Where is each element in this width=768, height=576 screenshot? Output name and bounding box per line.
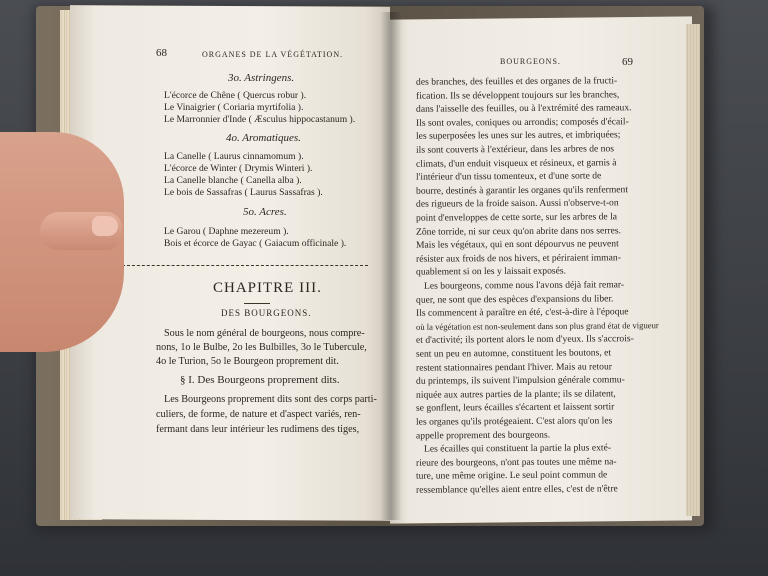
book-gutter <box>380 12 402 520</box>
right-text-line: et d'activité; ils portent alors le nom d'yeux. Ils s'accrois- <box>415 333 634 347</box>
right-text-line: du printemps, ils suivent l'impulsion générale commu- <box>415 374 625 387</box>
right-text-line: ressemblance qu'elles aient entre elles, c'est de n'être <box>415 483 618 496</box>
aromatiques-item: Le bois de Sassafras ( Laurus Sassafras ). <box>164 187 323 198</box>
right-page-number: 69 <box>622 56 633 68</box>
right-text-line: quer, ne sont que des espèces d'expansions du liber. <box>415 292 614 306</box>
left-running-head: ORGANES DE LA VÉGÉTATION. <box>202 50 344 59</box>
right-running-head: BOURGEONS. <box>500 57 561 66</box>
chapter-separator <box>122 265 368 266</box>
thumbnail <box>92 216 118 236</box>
chapter-title: CHAPITRE III. <box>213 280 322 296</box>
right-text-line: Mais les végétaux, qui en sont dépourvus ne peuvent <box>415 238 619 251</box>
aromatiques-item: La Canelle ( Laurus cinnamomum ). <box>164 151 304 162</box>
right-text-line: l'intérieur d'un tissu tomenteux, et d'une sorte de <box>415 170 602 183</box>
right-text-line: où la végétation est non-seulement dans son plus grand état de vigueur <box>415 319 659 332</box>
right-text-line: bourre, destinés à garantir les organes qu'ils renferment <box>415 184 629 197</box>
left-page-number: 68 <box>156 47 167 59</box>
right-text-line: dans l'aisselle des feuilles, ou à l'extrémité des rameaux. <box>415 102 632 115</box>
right-text-line: rieure des bourgeons, n'ont pas toutes une même na- <box>415 456 617 469</box>
intro-line: 4o le Turion, 5o le Bourgeon proprement dit. <box>156 356 339 367</box>
section-acres: 5o. Acres. <box>243 206 287 218</box>
right-text-line: ils sont couverts à l'extérieur, dans les arbres de nos <box>415 143 615 156</box>
section-heading: § I. Des Bourgeons proprement dits. <box>180 374 340 386</box>
intro-line: nons, 1o le Bulbe, 2o les Bulbilles, 3o le Tubercule, <box>156 342 367 353</box>
acres-item: Le Garou ( Daphne mezereum ). <box>164 226 289 237</box>
chapter-title-rule <box>244 303 270 304</box>
right-text-line: Ils sont ovales, coniques ou arrondis; composés d'écail- <box>415 116 629 129</box>
right-text-line: Les écailles qui constituent la partie la plus exté- <box>423 442 612 455</box>
right-text-line: Ils commencent à paraître en été, c'est-à-dire à l'époque <box>415 306 629 319</box>
right-text-line: se gonflent, leurs écailles s'écartent et laissent sortir <box>415 401 615 415</box>
section-aromatiques: 4o. Aromatiques. <box>226 132 301 144</box>
body-line: culiers, de forme, de nature et d'aspect variés, ren- <box>156 409 361 420</box>
right-text-line: restent stationnaires pendant l'hiver. Mais au retour <box>415 360 612 374</box>
right-text-line: climats, d'un enduit visqueux et résineux, et garnis à <box>415 156 617 170</box>
acres-item: Bois et écorce de Gayac ( Gaiacum officinale ). <box>164 238 347 249</box>
body-line: Les Bourgeons proprement dits sont des corps parti- <box>164 394 377 405</box>
right-text-line: les superposées les unes sur les autres, et imbriquées; <box>415 129 621 143</box>
body-line: fermant dans leur intérieur les rudimens des tiges, <box>156 424 360 435</box>
right-page-edges <box>686 24 700 516</box>
right-text-line: Zône torride, ni sur ceux qu'on abrite dans nos serres. <box>415 224 622 238</box>
right-text-line: des branches, des feuilles et des organes de la fructi- <box>415 75 618 88</box>
right-text-line: Les bourgeons, comme nous l'avons déjà fait remar- <box>423 279 625 292</box>
right-text-line: appelle proprement des bourgeons. <box>415 429 551 442</box>
right-text-line: point d'enveloppes de cette sorte, sur les arbres de la <box>415 211 618 224</box>
astringens-item: Le Vinaigrier ( Coriaria myrtifolia ). <box>164 102 304 113</box>
section-astringens: 3o. Astringens. <box>228 72 295 84</box>
right-text-line: quablement si on les y laissait exposés. <box>415 265 567 278</box>
right-text-line: des rigueurs de la froide saison. Aussi n'observe-t-on <box>415 197 619 211</box>
astringens-item: L'écorce de Chêne ( Quercus robur ). <box>164 90 307 101</box>
astringens-item: Le Marronnier d'Inde ( Æsculus hippocastanum ). <box>164 114 356 125</box>
right-text-line: résister aux froids de nos hivers, et périraient imman- <box>415 252 621 265</box>
right-text-line: sent un peu en automne, constituent les boutons, et <box>415 347 612 360</box>
aromatiques-item: L'écorce de Winter ( Drymis Winteri ). <box>164 163 313 174</box>
right-text-line: niquée aux autres parties de la plante; ils se dilatent, <box>415 388 616 401</box>
right-text-line: les organes qu'ils protégeaient. C'est alors qu'on les <box>415 415 613 428</box>
aromatiques-item: La Canelle blanche ( Canella alba ). <box>164 175 302 186</box>
chapter-subtitle: DES BOURGEONS. <box>221 308 312 318</box>
right-text-line: ture, une même origine. Le seul point commun de <box>415 469 608 483</box>
intro-line: Sous le nom général de bourgeons, nous compre- <box>164 328 365 339</box>
right-text-line: fication. Ils se développent toujours sur les branches, <box>415 88 620 102</box>
